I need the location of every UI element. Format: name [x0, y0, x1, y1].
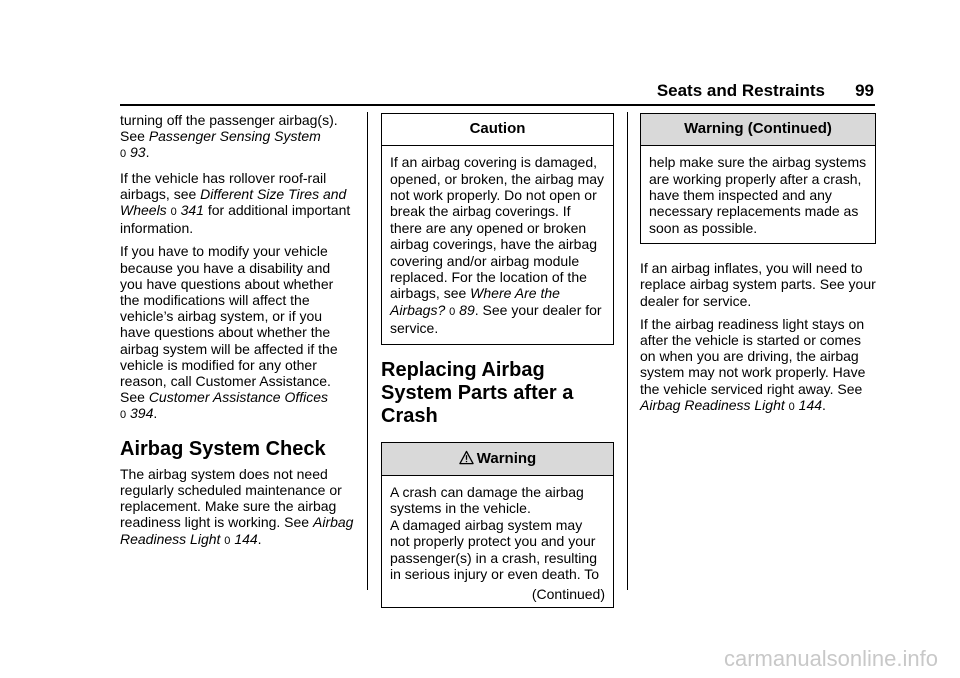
paragraph-airbag-system-check: The airbag system does not need regularly scheduled maintenance or replacement. Make sure the airbag readiness light is working. See Airbag Readiness Light 0 144. — [120, 465, 354, 547]
column-3 — [640, 113, 876, 422]
link-airbag-readiness-light[interactable]: Airbag Readiness Light — [120, 514, 354, 547]
warning-text-1: A crash can damage the airbag systems in the vehicle. — [390, 483, 584, 517]
link-different-size-tires[interactable]: Different Size Tires and Wheels — [120, 185, 347, 219]
warning-continued-box — [640, 113, 876, 244]
header-rule — [120, 104, 875, 106]
link-airbag-readiness-light[interactable]: Airbag Readiness Light — [640, 396, 785, 413]
warning-continued-body: help make sure the airbag systems are working properly after a crash, have them inspected and any necessary replacements made as soon as possible. — [649, 154, 867, 236]
page-ref-144[interactable]: 144 — [798, 396, 823, 413]
heading-replacing-airbag-parts: Replacing Airbag System Parts after a Crash — [381, 358, 574, 427]
page-ref-symbol: 0 — [449, 305, 456, 318]
column-divider-left — [367, 112, 368, 590]
link-customer-assistance-offices[interactable]: Customer Assistance Offices — [148, 389, 329, 406]
paragraph-passenger-sensing: turning off the passenger airbag(s). See Passenger Sensing System 0 93. — [120, 112, 338, 161]
warning-box — [381, 442, 614, 608]
column-1 — [120, 112, 356, 556]
paragraph-readiness-light: If the airbag readiness light stays on after the vehicle is started or comes on when you are driving, the airbag system may not work properly. Have the vehicle serviced right away. See Airbag Readiness Light 0 144. — [640, 315, 866, 413]
column-divider-right — [627, 112, 628, 590]
caution-box — [381, 113, 614, 345]
page-ref-144[interactable]: 144 — [234, 530, 258, 547]
page-ref-89[interactable]: 89 — [459, 301, 475, 318]
page-ref-341[interactable]: 341 — [180, 202, 204, 219]
page-ref-symbol: 0 — [224, 534, 231, 547]
warning-title: Warning — [476, 449, 537, 467]
page-ref-symbol: 0 — [788, 400, 795, 413]
page-ref-93[interactable]: 93 — [130, 144, 146, 161]
page-number: 99 — [855, 81, 874, 100]
warning-triangle-icon — [459, 450, 474, 465]
paragraph-rollover-airbags: If the vehicle has rollover roof-rail airbags, see Different Size Tires and Wheels 0 341 for additional important information. — [120, 169, 351, 237]
link-where-are-airbags[interactable]: Where Are the Airbags? — [390, 285, 560, 318]
warning-header — [382, 443, 613, 476]
paragraph-airbag-inflates: If an airbag inflates, you will need to replace airbag system parts. See your dealer for service. — [640, 260, 876, 309]
section-title: Seats and Restraints — [656, 81, 825, 100]
continued-label: (Continued) — [531, 586, 605, 603]
heading-airbag-system-check: Airbag System Check — [120, 437, 326, 460]
warning-continued-title: Warning (Continued) — [641, 114, 875, 146]
caution-title: Caution — [382, 114, 613, 146]
caution-body: If an airbag covering is damaged, opened, or broken, the airbag may not work properly. Do not open or break the airbag coverings. If there are any opened or broken airbag coverings, have the airbag covering and/or airbag module replaced. For the location of the airbags, see Where Are the Airbags? 0 89. See your dealer for service. — [390, 154, 605, 337]
column-2 — [381, 113, 614, 608]
page-ref-symbol: 0 — [170, 206, 177, 219]
link-passenger-sensing-system[interactable]: Passenger Sensing System — [148, 128, 321, 145]
page-ref-symbol: 0 — [120, 409, 127, 422]
paragraph-modify-vehicle: If you have to modify your vehicle because you have a disability and you have questions about whether the modifications will affect the vehicle’s airbag system, or if you have questions about whether the airbag system will be affected if the vehicle is modified for any other reason, call Customer Assistance. See Customer Assistance Offices 0 394. — [120, 243, 338, 422]
page-ref-394[interactable]: 394 — [130, 405, 154, 422]
watermark: carmanualsonline.info — [723, 646, 938, 671]
page-ref-symbol: 0 — [120, 148, 127, 161]
warning-text-2: A damaged airbag system may not properly protect you and your passenger(s) in a crash, resulting in serious injury or even death. To — [390, 516, 600, 582]
warning-body — [382, 476, 613, 607]
